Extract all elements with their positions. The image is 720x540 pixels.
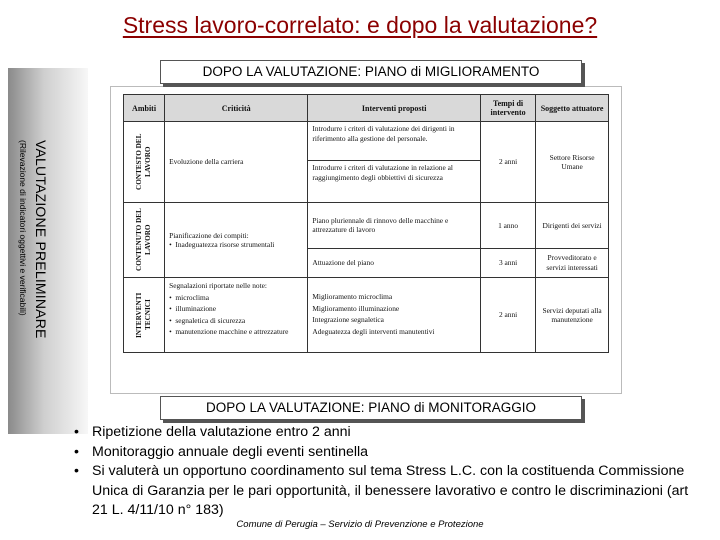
criticita-bullet: • manutenzione macchine e attrezzature <box>169 327 289 336</box>
intervento-cell <box>308 278 481 353</box>
criticita-text: manutenzione macchine e attrezzature <box>175 327 289 336</box>
ambito-contesto: CONTESTO DEL LAVORO <box>135 133 153 191</box>
page-title: Stress lavoro-correlato: e dopo la valutazione? <box>122 12 598 38</box>
monitoring-plan-banner: DOPO LA VALUTAZIONE: PIANO di MONITORAGGIO <box>160 396 582 420</box>
improvement-plan-banner: DOPO LA VALUTAZIONE: PIANO di MIGLIORAMENTO <box>160 60 582 84</box>
list-item-text: Ripetizione della valutazione entro 2 anni <box>92 424 351 440</box>
header-criticita: Criticità <box>165 95 308 122</box>
table-row <box>124 122 609 161</box>
criticita-bullet: • microclima <box>169 292 210 302</box>
list-item <box>74 462 704 521</box>
list-item <box>74 443 704 463</box>
ambito-cell <box>124 203 165 278</box>
intervento-text: Adeguatezza degli interventi manutentivi <box>312 326 435 336</box>
ambito-contenuto: CONTENUTO DEL LAVORO <box>135 208 153 272</box>
soggetto-cell: Dirigenti dei servizi <box>536 203 609 249</box>
improvement-plan-table-image <box>110 86 622 394</box>
list-item <box>74 423 704 443</box>
header-soggetto: Soggetto attuatore <box>536 95 609 122</box>
header-tempi: Tempi di intervento <box>480 95 535 122</box>
table-row <box>124 278 609 353</box>
bullet-icon: • <box>74 424 79 440</box>
soggetto-cell: Settore Risorse Umane <box>536 122 609 203</box>
monitoring-list <box>74 423 704 521</box>
table-row <box>124 203 609 249</box>
intervento-text: Miglioramento illuminazione <box>312 303 400 313</box>
soggetto-cell: Servizi deputati alla manutenzione <box>536 278 609 353</box>
tempi-cell: 1 anno <box>480 203 535 249</box>
ambito-cell <box>124 278 165 353</box>
intervento-text: Integrazione segnaletica <box>312 315 384 324</box>
criticita-text: Inadeguatezza risorse strumentali <box>175 240 275 249</box>
ambito-tecnici: INTERVENTI TECNICI <box>135 292 153 338</box>
intervento-text: Miglioramento microclima <box>312 292 393 301</box>
soggetto-cell: Provveditorato e servizi interessati <box>536 248 609 277</box>
bullet-icon: • <box>74 443 79 460</box>
footer-credit: Comune di Perugia – Servizio di Prevenzione e Protezione <box>236 519 484 530</box>
sidebar-sub-label: (Rilevazione di indicatori oggettivi e verificabili) <box>18 140 28 316</box>
sidebar-main-label: VALUTAZIONE PRELIMINARE <box>33 140 49 339</box>
intervento-cell: Introdurre i criteri di valutazione in relazione al raggiungimento degli obbiettivi di sicurezza <box>308 161 481 203</box>
criticita-text: Segnalazioni riportate nelle note: <box>169 281 267 290</box>
intervento-cell: Introdurre i criteri di valutazione dei dirigenti in riferimento alla gestione del personale. <box>308 122 481 161</box>
intervento-cell: Attuazione del piano <box>308 248 481 277</box>
criticita-cell <box>165 203 308 278</box>
criticita-text: Pianificazione dei compiti: <box>169 230 249 240</box>
header-ambiti: Ambiti <box>124 95 165 122</box>
list-item-text: Monitoraggio annuale degli eventi sentinella <box>92 443 369 460</box>
criticita-text: segnaletica di sicurezza <box>175 315 246 325</box>
tempi-cell: 2 anni <box>480 278 535 353</box>
sidebar-vertical-text <box>10 140 50 400</box>
criticita-bullet: • segnaletica di sicurezza <box>169 315 246 325</box>
criticita-text: microclima <box>175 292 210 302</box>
table-header-row <box>124 95 609 122</box>
bullet-icon: • <box>74 463 79 479</box>
criticita-bullet: • illuminazione <box>169 304 217 313</box>
criticita-cell: Evoluzione della carriera <box>165 122 308 203</box>
intervento-cell: Piano pluriennale di rinnovo delle macchine e attrezzature di lavoro <box>308 203 481 249</box>
header-interventi: Interventi proposti <box>308 95 481 122</box>
criticita-bullet: • Inadeguatezza risorse strumentali <box>169 240 275 249</box>
improvement-plan-table <box>123 94 609 353</box>
ambito-cell <box>124 122 165 203</box>
tempi-cell: 3 anni <box>480 248 535 277</box>
criticita-cell <box>165 278 308 353</box>
list-item-text: Si valuterà un opportuno coordinamento sul tema Stress L.C. con la costituenda Commissione Unica di Garanzia per le pari opportunità, il benessere lavorativo e contro le discriminazioni (art 21 L. 4/11/10 n° 183) <box>92 463 689 518</box>
criticita-text: illuminazione <box>175 304 217 313</box>
tempi-cell: 2 anni <box>480 122 535 203</box>
